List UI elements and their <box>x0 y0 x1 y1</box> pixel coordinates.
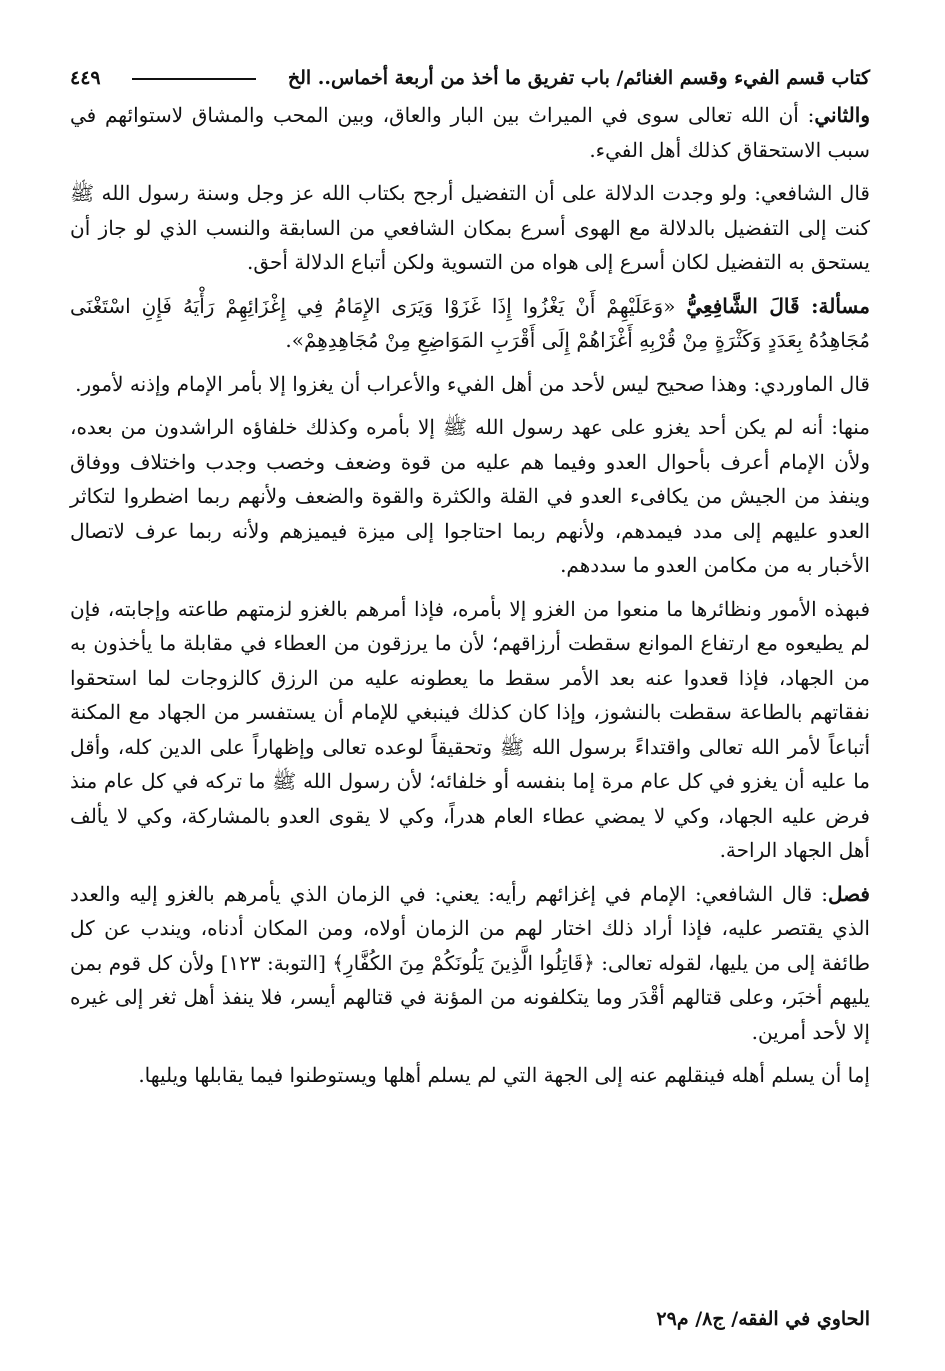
page-number: ٤٤٩ <box>70 67 101 89</box>
chapter-title: كتاب قسم الفيء وقسم الغنائم/ باب تفريق ما أخذ من أربعة أخماس.. الخ <box>287 67 870 89</box>
paragraph-lead: مسألة: قَالَ الشَّافِعِيُّ <box>686 293 870 318</box>
paragraph-text: منها: أنه لم يكن أحد يغزو على عهد رسول الله ﷺ إلا بأمره وكذلك خلفاؤه الراشدون من بعده، ولأن الإمام أعرف بأحوال العدو وفيما هم عليه من قوة وضعف وخصب وجدب واختلاف ووفاق وينفذ من الجيش من يكافىء العدو في القلة والكثرة والقوة والضعف ولأنهم ربما اضطروا لتكاثر العدو عليهم إلى مدد فيمدهم، ولأنهم ربما احتاجوا إلى ميزة فيميزهم ولأنه ربما عرف لاتصال الأخبار به من مكامن العدو ما سددهم. <box>70 415 870 577</box>
paragraph <box>70 367 870 402</box>
paragraph-text: قال الشافعي: ولو وجدت الدلالة على أن التفضيل أرجح بكتاب الله عز وجل وسنة رسول الله ﷺ كنت إلى التفضيل بالدلالة مع الهوى أسرع بمكان الشافعي من السابقة والنسب الذي لو جاز أن يستحق به التفضيل لكان أسرع إلى هواه من التسوية ولكن أتباع الدلالة أحق. <box>70 181 870 274</box>
paragraph <box>70 98 870 167</box>
paragraph-text: قال الماوردي: وهذا صحيح ليس لأحد من أهل الفيء والأعراب أن يغزوا إلا بأمر الإمام وإذنه لأمور. <box>75 371 870 396</box>
paragraph <box>70 176 870 280</box>
paragraph <box>70 592 870 868</box>
running-header <box>70 58 870 98</box>
paragraph-text: : أن الله تعالى سوى في الميراث بين البار والعاق، وبين المحب والمشاق لاستوائهم في سبب الاستحقاق كذلك أهل الفيء. <box>70 103 870 162</box>
paragraph-text: فبهذه الأمور ونظائرها ما منعوا من الغزو إلا بأمره، فإذا أمرهم بالغزو لزمتهم طاعته وإجابته، فإن لم يطيعوه مع ارتفاع الموانع سقطت أرزاقهم؛ لأن ما يرزقون من العطاء في مقابلة ما يأخذون به من الجهاد، فإذا قعدوا عنه بعد الأمر سقط ما يعطونه عليه من الرزق كالزوجات لما استحقوا نفقاتهم بالطاعة سقطت بالنشوز، وإذا كان كذلك فينبغي للإمام أن يستفسر من الجهاد مع المكنة أتباعاً لأمر الله تعالى واقتداءً برسول الله ﷺ وتحقيقاً لوعده تعالى وإظهاراً على الدين كله، وأقل ما عليه أن يغزو في كل عام مرة إما بنفسه أو خلفائه؛ لأن رسول الله ﷺ ما تركه في كل عام منذ فرض عليه الجهاد، وكي لا يمضي عطاء العام هدراً، وكي لا يقوى العدو بالمشاركة، وكي لا يألف أهل الجهاد الراحة. <box>70 596 870 862</box>
paragraph-text: إما أن يسلم أهله فينقلهم عنه إلى الجهة التي لم يسلم أهلها ويستوطنوا فيما يقابلها ويليها. <box>138 1063 870 1087</box>
paragraph-lead: والثاني <box>814 103 870 127</box>
footer-signature: الحاوي في الفقه/ ج٨/ م٢٩ <box>656 1308 870 1330</box>
paragraph-lead: فصل <box>827 881 870 906</box>
header-rule <box>132 78 256 80</box>
book-page <box>70 58 870 1348</box>
paragraph <box>70 289 870 358</box>
body-text <box>70 98 870 1093</box>
paragraph-text: «وَعَلَيْهِمْ أَنْ يَغْزُوا إِذَا غَزَوْا وَيَرَى الإِمَامُ فِي إِغْزَائِهِمْ رَأْيَهُ فَإِنِ اسْتَغْنَى مُجَاهِدُهُ بِعَدَدٍ وَكَثْرَةٍ مِنْ قُرْبِهِ أَغْزَاهُمْ إِلَى أَقْرَبِ المَوَاضِعِ مِنْ مُجَاهِدِهِمْ». <box>70 293 870 352</box>
paragraph <box>70 1058 870 1093</box>
paragraph <box>70 410 870 583</box>
paragraph-text: : قال الشافعي: الإمام في إغزائهم رأيه: يعني: في الزمان الذي يأمرهم بالغزو إليه والعدد الذي يقتصر عليه، فإذا أراد ذلك اختار لهم من الزمان أولاه، ومن المكان أدناه، ويندب عن كل طائفة إلى من يليها، لقوله تعالى: ﴿قَاتِلُوا الَّذِينَ يَلُونَكُمْ مِنَ الكُفَّارِ﴾ [التوبة: ١٢٣] ولأن كل قوم بمن يليهم أخبَر، وعلى قتالهم أقْدَر وما يتكلفونه من المؤنة في قتالهم أيسر، فلا ينفذ أهل ثغر إلى غيره إلا لأحد أمرين. <box>70 881 871 1044</box>
paragraph <box>70 877 870 1050</box>
